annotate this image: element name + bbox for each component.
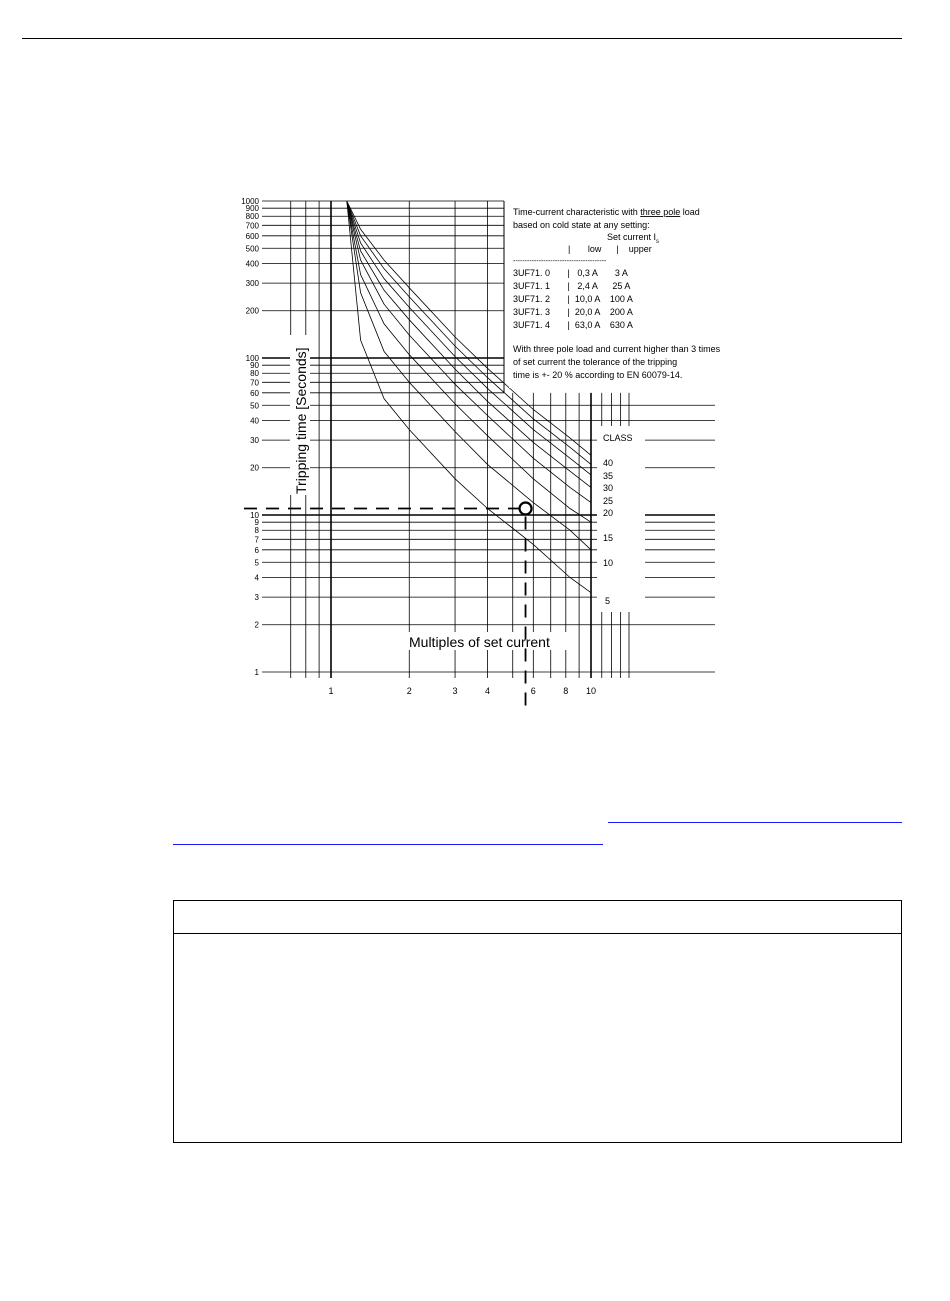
- hyperlink-underline[interactable]: [173, 844, 603, 845]
- annotation-note-2: of set current the tolerance of the tripping: [513, 357, 678, 367]
- legend-label: 20: [603, 508, 614, 518]
- y-tick-label: 50: [250, 401, 259, 411]
- y-tick-label: 400: [245, 259, 259, 269]
- empty-content-box: [173, 900, 902, 1143]
- annotation-separator: ----------------------------------------: [513, 258, 607, 265]
- legend-label: 25: [603, 496, 614, 506]
- legend-label: 5: [605, 596, 611, 606]
- box-header-divider: [174, 933, 901, 934]
- y-tick-label: 3: [254, 593, 259, 603]
- y-tick-label: 600: [245, 231, 259, 241]
- y-tick-label: 6: [254, 545, 259, 555]
- y-tick-label: 5: [254, 558, 259, 568]
- annotation-line-2: based on cold state at any setting:: [513, 220, 650, 230]
- y-tick-label: 500: [245, 244, 259, 254]
- legend-label: 35: [603, 471, 614, 481]
- y-tick-label: 200: [245, 306, 259, 316]
- y-tick-label: 7: [254, 535, 259, 545]
- y-tick-label: 80: [250, 369, 259, 379]
- x-axis-label: Multiples of set current: [409, 634, 550, 650]
- legend-label: 30: [603, 483, 614, 493]
- annotation-line-4: | low | upper: [568, 244, 652, 254]
- legend-backdrop: [597, 426, 645, 612]
- y-tick-label: 9: [254, 518, 259, 528]
- annotation-note-1: With three pole load and current higher than 3 times: [513, 344, 721, 354]
- x-tick-label: 3: [452, 686, 458, 696]
- y-tick-label: 8: [254, 526, 259, 536]
- y-tick-label: 100: [245, 354, 259, 363]
- legend-title: CLASS: [603, 433, 633, 443]
- x-tick-label: 1: [328, 686, 334, 696]
- legend-label: 15: [603, 533, 614, 543]
- operating-point-markers: [244, 503, 532, 712]
- y-tick-label: 40: [250, 416, 259, 426]
- y-tick-label: 90: [250, 361, 259, 371]
- annotation-line-1: Time-current characteristic with three pole load: [513, 207, 700, 217]
- operating-point-marker: [520, 503, 532, 515]
- y-tick-label: 4: [254, 573, 259, 583]
- y-tick-label: 2: [254, 620, 259, 630]
- y-tick-label: 30: [250, 436, 259, 446]
- legend-label: 40: [603, 458, 614, 468]
- y-tick-label: 700: [245, 221, 259, 231]
- x-tick-label: 10: [585, 686, 597, 696]
- annotation-row: 3UF71. 1 | 2,4 A 25 A: [513, 281, 631, 291]
- y-tick-label: 70: [250, 378, 259, 388]
- x-tick-label: 6: [530, 686, 536, 696]
- y-tick-label: 900: [245, 204, 259, 214]
- y-tick-label: 20: [250, 463, 259, 473]
- y-tick-label: 300: [245, 279, 259, 289]
- annotation-line-3: Set current $I_s$: [607, 232, 660, 245]
- annotation-note-3: time is +- 20 % according to EN 60079-14.: [513, 370, 683, 380]
- annotation-row: 3UF71. 4 | 63,0 A 630 A: [513, 320, 633, 330]
- annotation-row: 3UF71. 2 | 10,0 A 100 A: [513, 294, 633, 304]
- annotation-row: 3UF71. 0 | 0,3 A 3 A: [513, 268, 628, 278]
- x-tick-label: 4: [485, 686, 491, 696]
- y-axis-label: Tripping time [Seconds]: [293, 347, 309, 494]
- y-tick-label: 60: [250, 388, 259, 398]
- annotation-row: 3UF71. 3 | 20,0 A 200 A: [513, 307, 633, 317]
- y-tick-label: 10: [250, 511, 259, 520]
- y-tick-label: 1000: [241, 197, 259, 206]
- x-tick-label: 2: [406, 686, 412, 696]
- y-tick-label: 1: [254, 668, 259, 677]
- x-tick-label: 8: [563, 686, 569, 696]
- hyperlink-underline[interactable]: [608, 822, 902, 823]
- legend-label: 10: [603, 558, 614, 568]
- y-tick-label: 800: [245, 212, 259, 222]
